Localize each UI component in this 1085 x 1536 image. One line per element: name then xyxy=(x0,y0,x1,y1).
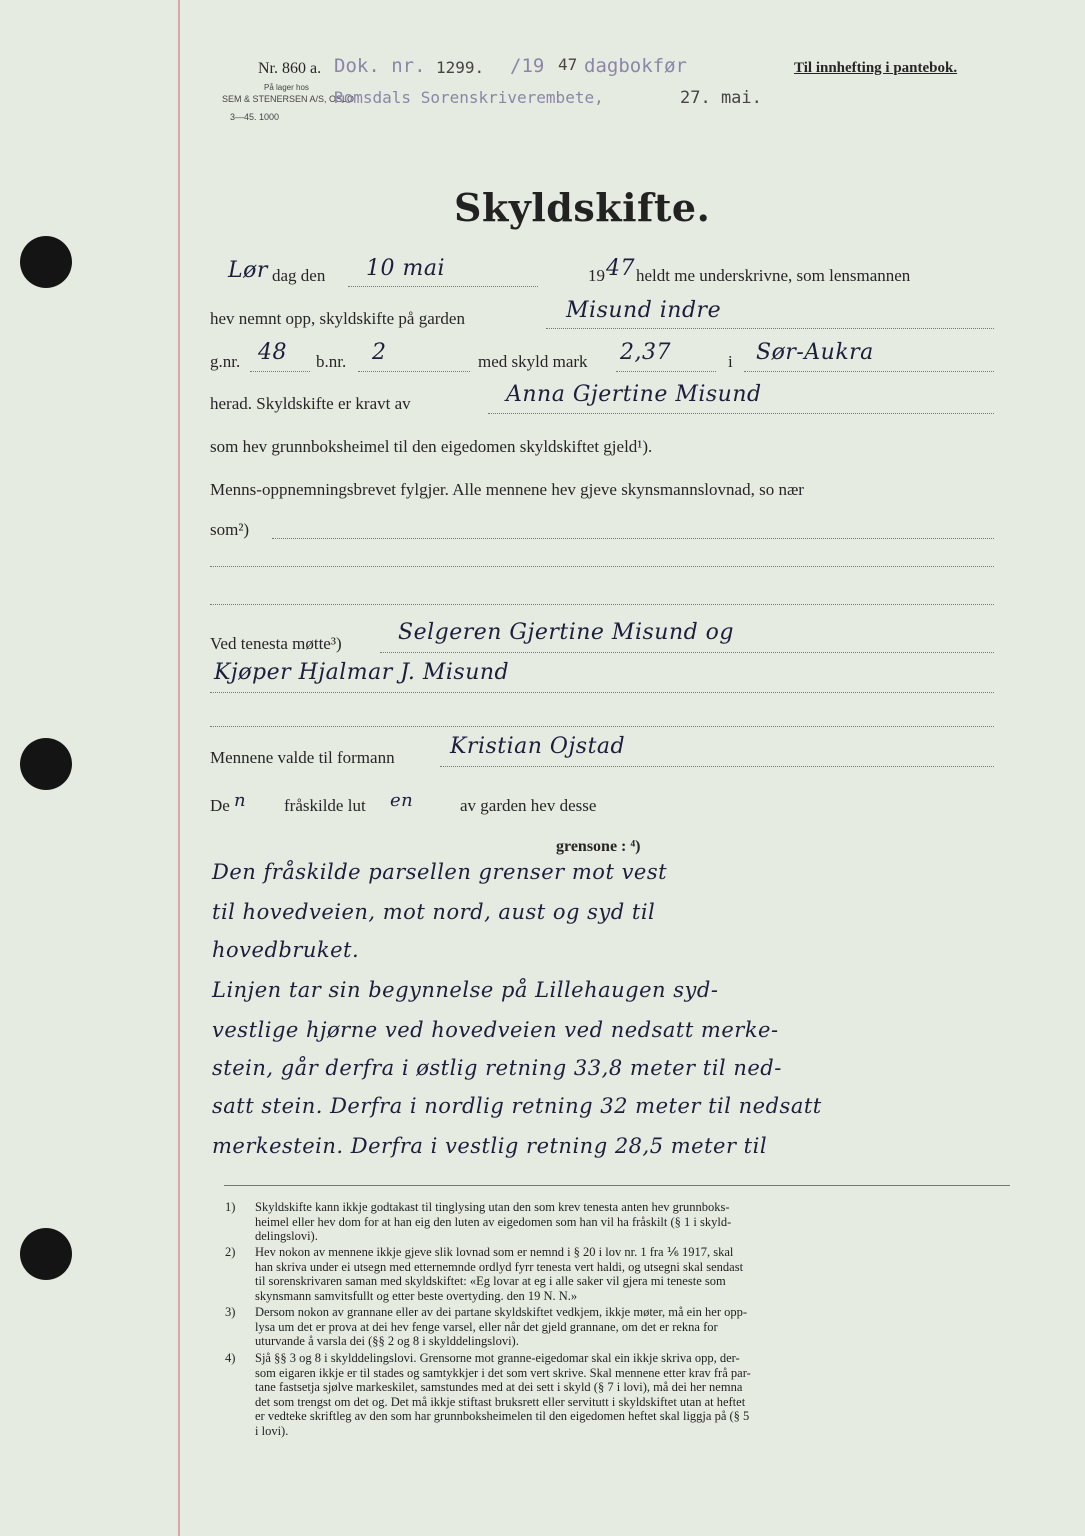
footnote-number: 3) xyxy=(225,1305,236,1319)
stamp-date: 27. mai. xyxy=(680,88,762,108)
page-title: Skyldskifte. xyxy=(454,185,711,230)
som-line xyxy=(272,538,994,539)
skyld-hand: 2,37 xyxy=(620,340,671,365)
punch-hole-middle xyxy=(20,738,72,790)
footnote-line: Dersom nokon av grannane eller av dei partane skyldskiftet vedkjem, ikkje møter, må ein her opp- xyxy=(255,1305,748,1319)
boundary-line: vestlige hjørne ved hovedveien ved nedsatt merke- xyxy=(212,1018,779,1042)
chair-hand: Kristian Ojstad xyxy=(450,734,626,759)
footnote xyxy=(225,1200,1025,1244)
lut-hand-1: n xyxy=(234,790,247,811)
requester-line xyxy=(488,413,994,414)
bnr-line xyxy=(358,371,470,372)
gnr-hand: 48 xyxy=(258,340,287,365)
gnr-line xyxy=(250,371,310,372)
boundary-line: Den fråskilde parsellen grenser mot vest xyxy=(212,860,668,884)
day-label: dag den xyxy=(272,266,326,285)
grensone-heading: grensone : ⁴) xyxy=(556,838,641,855)
footnote-line: lysa um det er prova at dei hev fenge varsel, eller når det gjeld grannane, om det er rekna for xyxy=(255,1319,718,1334)
bnr-hand: 2 xyxy=(372,340,387,365)
boundary-line: hovedbruket. xyxy=(212,938,360,962)
boundary-line: satt stein. Derfra i nordlig retning 32 meter til nedsatt xyxy=(212,1094,822,1118)
footnote-line: delingslovi). xyxy=(255,1229,318,1243)
footnote-line: Sjå §§ 3 og 8 i skylddelingslovi. Grensorne mot granne-eigedomar skal ein ikkje skriva opp, der- xyxy=(255,1351,740,1365)
punch-hole-top xyxy=(20,236,72,288)
footnote-line: er vedteke skriftleg av den som har grunnboksheimelen til den eigedomen heftet skal liggja på (§ 5 xyxy=(255,1409,750,1423)
stamp-year-suffix: 47 xyxy=(558,55,578,74)
som-label: som²) xyxy=(210,520,250,539)
stamp-year-prefix: /19 xyxy=(510,55,545,77)
met-line-2 xyxy=(210,692,994,693)
footnote xyxy=(225,1305,1025,1349)
chair-line xyxy=(440,766,994,767)
farm-hand: Misund indre xyxy=(566,298,722,323)
printer-line-2: SEM & STENERSEN A/S, OSLO xyxy=(222,94,355,104)
chair-label: Mennene valde til formann xyxy=(210,748,395,767)
blank-line-2 xyxy=(210,604,994,605)
footnote-line: det som trengst om det og. Det må ikkje stiftast bruksrett eller servitutt i skyldskiftet utan at heftet xyxy=(255,1394,746,1409)
footnote-line: til sorenskrivaren saman med skyldskiftet: «Eg lovar at eg i alle saker vil gjera mi teneste som xyxy=(255,1274,726,1288)
day-hand: Lør xyxy=(228,258,268,283)
punch-hole-bottom xyxy=(20,1228,72,1280)
margin-rule xyxy=(178,0,180,1536)
year-prefix: 19 xyxy=(588,266,605,285)
footnote xyxy=(225,1351,1025,1438)
date-hand: 10 mai xyxy=(366,256,446,281)
form-number: Nr. 860 a. xyxy=(258,60,322,77)
printer-line-3: 3—45. 1000 xyxy=(230,112,280,122)
boundary-line: stein, går derfra i østlig retning 33,8 meter til ned- xyxy=(212,1056,782,1080)
boundary-line: merkestein. Derfra i vestlig retning 28,5 meter til xyxy=(212,1134,768,1158)
printer-line-1: På lager hos xyxy=(264,83,309,92)
herad-line xyxy=(744,371,994,372)
footnote-line: Skyldskifte kann ikkje godtakast til tinglysing utan den som krev tenesta anten hev grunnboks- xyxy=(255,1200,730,1214)
met-hand-1: Selgeren Gjertine Misund og xyxy=(398,620,735,645)
binding-note: Til innhefting i pantebok. xyxy=(794,60,958,76)
footnote xyxy=(225,1245,1025,1303)
footnote-line: i lovi). xyxy=(255,1423,289,1438)
boundary-line: til hovedveien, mot nord, aust og syd til xyxy=(212,900,656,924)
i-label: i xyxy=(728,352,733,371)
footnote-number: 4) xyxy=(225,1351,236,1365)
line2-label: hev nemnt opp, skyldskifte på garden xyxy=(210,309,465,328)
appointment-line: Menns-oppnemningsbrevet fylgjer. Alle mennene hev gjeve skynsmannslovnad, so nær xyxy=(210,480,804,499)
stamp-office: Romsdals Sorenskriverembete, xyxy=(334,88,604,107)
blank-line-1 xyxy=(210,566,994,567)
footnote-number: 1) xyxy=(225,1200,236,1214)
skyld-line xyxy=(616,371,716,372)
lut-tail: av garden hev desse xyxy=(460,796,597,815)
stamp-prefix: Dok. nr. xyxy=(334,55,426,77)
lut-mid: fråskilde lut xyxy=(284,796,366,815)
herad-hand: Sør-Aukra xyxy=(756,340,874,365)
footnote-line: skynsmann samvitsfullt og etter beste overtyding. den 19 N. N.» xyxy=(255,1288,578,1303)
met-line-1 xyxy=(380,652,994,653)
footnote-separator xyxy=(224,1185,1010,1186)
footnote-line: Hev nokon av mennene ikkje gjeve slik lovnad som er nemnd i § 20 i lov nr. 1 fra ⅙ 1917, skal xyxy=(255,1245,734,1259)
date-line xyxy=(348,286,538,287)
lut-prefix: De xyxy=(210,796,230,815)
requester-hand: Anna Gjertine Misund xyxy=(506,382,762,407)
footnote-line: uturvande å varsla dei (§§ 2 og 8 i skylddelingslovi). xyxy=(255,1334,519,1348)
line1-tail: heldt me underskrivne, som lensmannen xyxy=(636,266,911,285)
footnote-line: han skriva under ei utsegn med etternemnde ordlyd fyrr tenesta vert haldi, og utsegni skal sendast xyxy=(255,1259,744,1274)
lut-hand-2: en xyxy=(390,790,414,811)
skyld-label: med skyld mark xyxy=(478,352,588,371)
heimel-line: som hev grunnboksheimel til den eigedomen skyldskiftet gjeld¹). xyxy=(210,437,653,456)
boundary-line: Linjen tar sin begynnelse på Lillehaugen syd- xyxy=(212,978,719,1002)
stamp-suffix: dagbokfør xyxy=(584,55,687,77)
year-hand: 47 xyxy=(606,256,635,281)
footnote-line: heimel eller hev dom for at han eig den luten av eigedomen som han vil ha fråskilt (§ 1 i skyld- xyxy=(255,1214,732,1229)
footnote-line: tane fastsetja sjølve markeskilet, samstundes med at dei sett i skyld (§ 7 i lovi), må dei her nemna xyxy=(255,1380,743,1394)
stamp-doc-number: 1299. xyxy=(436,58,485,77)
herad-label: herad. Skyldskifte er kravt av xyxy=(210,394,411,413)
gnr-label: g.nr. xyxy=(210,352,241,371)
footnote-line: som eigaren ikkje er til stades og samtykkjer i det som vert skrive. Skal mennene etter krav frå par- xyxy=(255,1365,751,1380)
footnote-number: 2) xyxy=(225,1245,236,1259)
bnr-label: b.nr. xyxy=(316,352,347,371)
met-label: Ved tenesta møtte³) xyxy=(210,634,342,653)
met-hand-2: Kjøper Hjalmar J. Misund xyxy=(214,660,510,685)
farm-line xyxy=(546,328,994,329)
met-line-3 xyxy=(210,726,994,727)
